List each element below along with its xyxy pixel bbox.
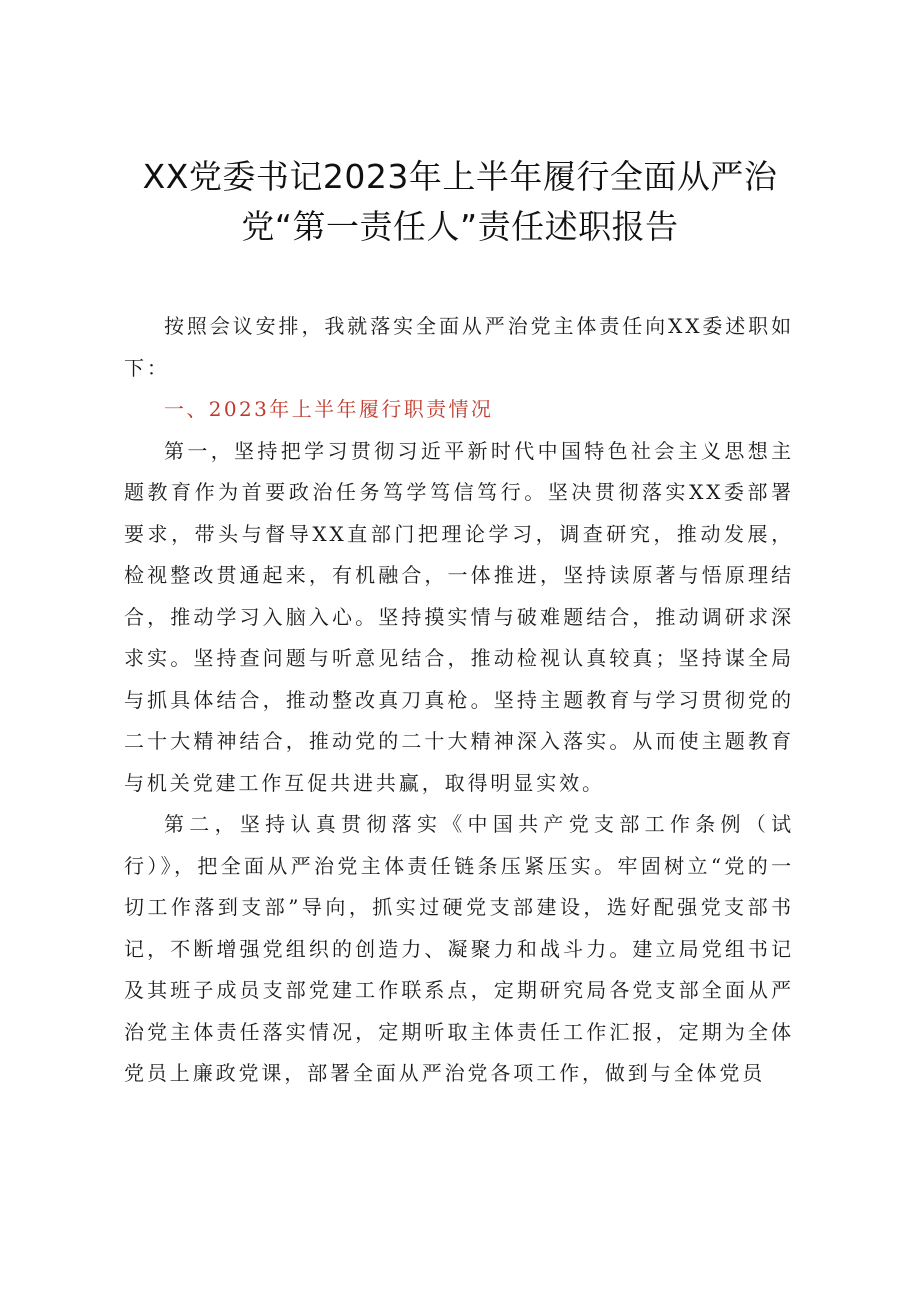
title-line-2: 党“第一责任人”责任述职报告 <box>241 207 679 246</box>
section-heading-1: 一、2023年上半年履行职责情况 <box>164 397 494 421</box>
title-line-1: XX党委书记2023年上半年履行全面从严治 <box>142 157 778 196</box>
body-paragraph-2: 第二，坚持认真贯彻落实《中国共产党支部工作条例（试行）》，把全面从严治党主体责任链条压紧压实。牢固树立“党的一切工作落到支部”导向，抓实过硬党支部建设，选好配强党支部书记，不断增强党组织的创造力、凝聚力和战斗力。建立局党组书记及其班子成员支部党建工作联系点，定期研究局各党支部全面从严治党主体责任落实情况，定期听取主体责任工作汇报，定期为全体党员上廉政党课，部署全面从严治党各项工作，做到与全体党员 <box>124 812 794 1085</box>
intro-paragraph: 按照会议安排，我就落实全面从严治党主体责任向XX委述职如下： <box>124 314 794 380</box>
document-title <box>110 152 810 252</box>
document-body <box>124 306 794 1095</box>
body-paragraph-1: 第一，坚持把学习贯彻习近平新时代中国特色社会主义思想主题教育作为首要政治任务笃学笃信笃行。坚决贯彻落实XX委部署要求，带头与督导XX直部门把理论学习，调查研究，推动发展，检视整改贯通起来，有机融合，一体推进，坚持读原著与悟原理结合，推动学习入脑入心。坚持摸实情与破难题结合，推动调研求深求实。坚持查问题与听意见结合，推动检视认真较真；坚持谋全局与抓具体结合，推动整改真刀真枪。坚持主题教育与学习贯彻党的二十大精神结合，推动党的二十大精神深入落实。从而使主题教育与机关党建工作互促共进共赢，取得明显实效。 <box>124 438 794 795</box>
